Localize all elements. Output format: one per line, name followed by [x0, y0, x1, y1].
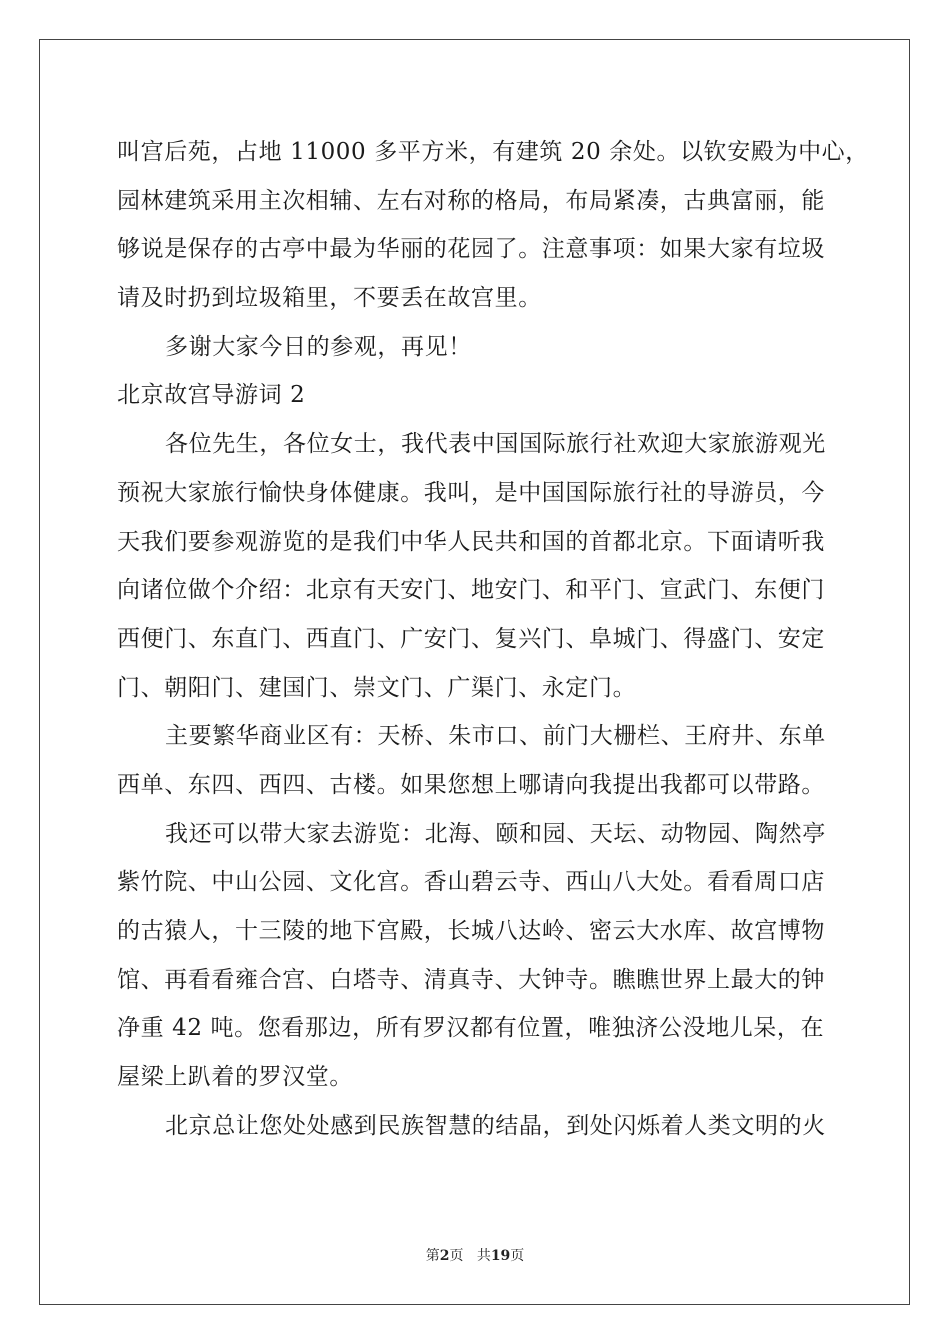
- section-heading: 北京故宫导游词 2: [117, 382, 306, 409]
- text-line: 请及时扔到垃圾箱里，不要丢在故宫里。: [117, 285, 542, 312]
- text-line: 紫竹院、中山公园、文化宫。香山碧云寺、西山八大处。看看周口店: [117, 869, 825, 896]
- document-body: [117, 128, 869, 1150]
- text-line: 够说是保存的古亭中最为华丽的花园了。注意事项：如果大家有垃圾: [117, 236, 825, 263]
- text-line: 西便门、东直门、西直门、广安门、复兴门、阜城门、得盛门、安定: [117, 625, 825, 652]
- text-line: 叫宫后苑，占地 11000 多平方米，有建筑 20 余处。以钦安殿为中心，: [117, 139, 869, 165]
- text-line: 我还可以带大家去游览：北海、颐和园、天坛、动物园、陶然亭: [165, 820, 826, 847]
- text-line: 西单、东四、西四、古楼。如果您想上哪请向我提出我都可以带路。: [117, 771, 825, 798]
- text-line: 北京总让您处处感到民族智慧的结晶，到处闪烁着人类文明的火: [165, 1112, 826, 1139]
- text-line: 屋梁上趴着的罗汉堂。: [117, 1064, 353, 1091]
- text-line: 的古猿人，十三陵的地下宫殿，长城八达岭、密云大水库、故宫博物: [117, 918, 825, 944]
- text-line: 各位先生，各位女士，我代表中国国际旅行社欢迎大家旅游观光: [165, 431, 826, 458]
- text-line: 向诸位做个介绍：北京有天安门、地安门、和平门、宣武门、东便门: [117, 577, 825, 604]
- total-suffix: 页: [510, 1248, 525, 1264]
- text-line: 预祝大家旅行愉快身体健康。我叫，是中国国际旅行社的导游员，今: [117, 479, 825, 506]
- text-line: 多谢大家今日的参观，再见！: [165, 333, 472, 360]
- page-footer: [0, 1245, 950, 1265]
- text-line: 园林建筑采用主次相辅、左右对称的格局，布局紧凑，古典富丽，能: [117, 187, 825, 214]
- page-number: 2: [439, 1248, 450, 1264]
- text-line: 净重 42 吨。您看那边，所有罗汉都有位置，唯独济公没地儿呆，在: [117, 1015, 825, 1042]
- text-line: 馆、再看看雍合宫、白塔寺、清真寺、大钟寺。瞧瞧世界上最大的钟: [117, 966, 825, 993]
- text-line: 门、朝阳门、建国门、崇文门、广渠门、永定门。: [117, 674, 637, 701]
- total-prefix: 共: [476, 1248, 491, 1264]
- page-prefix: 第: [425, 1248, 440, 1264]
- text-line: 天我们要参观游览的是我们中华人民共和国的首都北京。下面请听我: [117, 528, 825, 555]
- page-suffix: 页: [449, 1248, 464, 1264]
- text-line: 主要繁华商业区有：天桥、朱市口、前门大栅栏、王府井、东单: [165, 723, 826, 750]
- total-pages: 19: [490, 1248, 511, 1264]
